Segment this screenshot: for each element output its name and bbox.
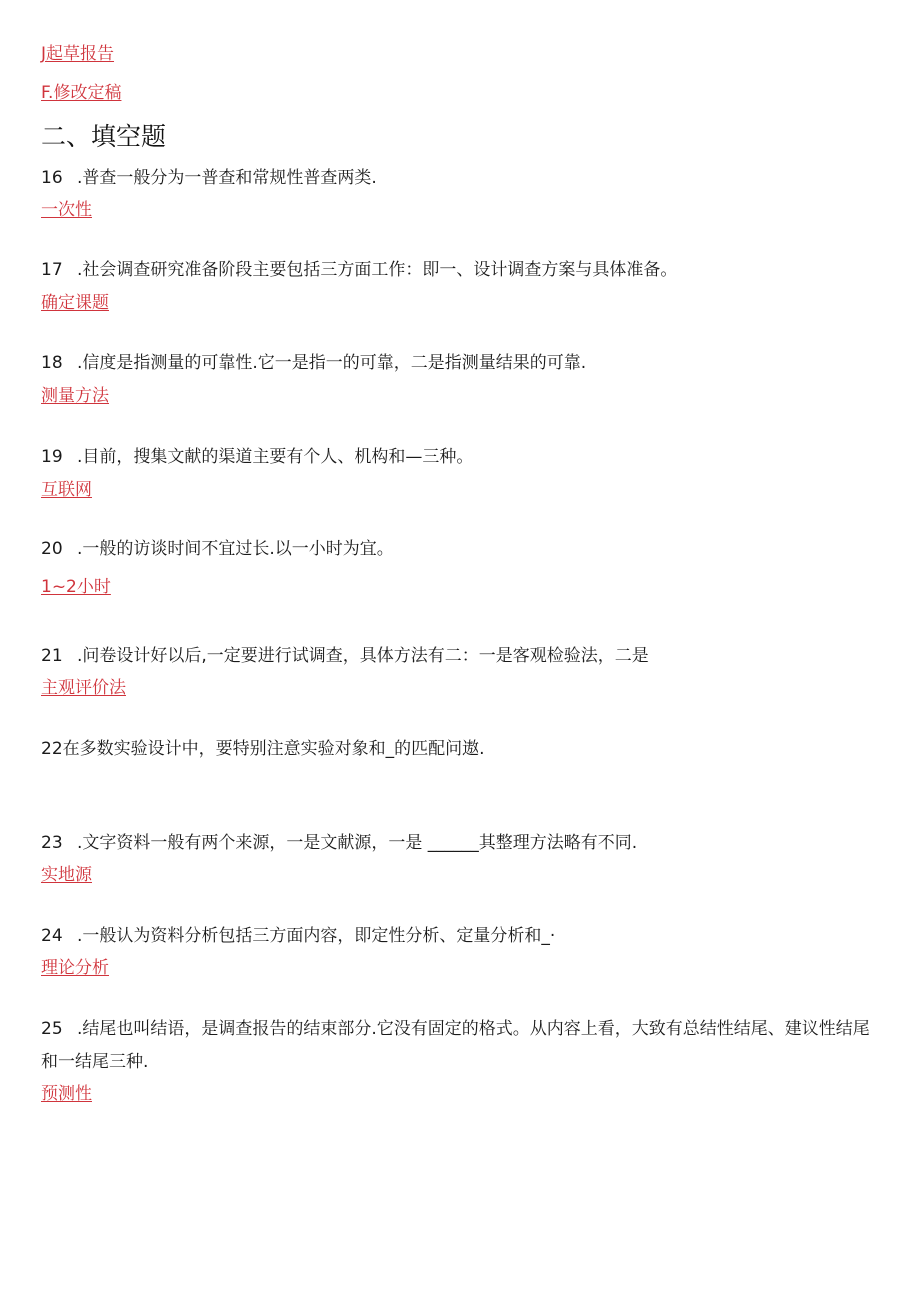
question-number: 20 bbox=[41, 539, 63, 559]
question-20 bbox=[41, 538, 394, 560]
question-number: 17 bbox=[41, 260, 63, 280]
question-number: 24 bbox=[41, 926, 63, 946]
question-text: 22在多数实验设计中，要特别注意实验对象和_的匹配问遨. bbox=[41, 739, 485, 759]
question-number: 19 bbox=[41, 447, 63, 467]
question-16 bbox=[41, 167, 377, 189]
question-text: .社会调查研究准备阶段主要包括三方面工作：即一、设计调查方案与具体准备。 bbox=[77, 260, 678, 280]
answer-24: 理论分析 bbox=[41, 958, 109, 978]
question-25 bbox=[41, 1018, 870, 1040]
question-number: 16 bbox=[41, 168, 63, 188]
question-text: .问卷设计好以后,一定要进行试调查，具体方法有二：一是客观检验法，二是 bbox=[77, 646, 649, 666]
question-text: .文字资料一般有两个来源，一是文献源，一是 ______其整理方法略有不同. bbox=[77, 833, 638, 853]
answer-20: 1~2小时 bbox=[41, 577, 111, 597]
question-text: .一般的访谈时间不宜过长.以一小时为宜。 bbox=[77, 539, 394, 559]
answer-25: 预测性 bbox=[41, 1084, 92, 1104]
question-text: .信度是指测量的可靠性.它一是指一的可靠，二是指测量结果的可靠. bbox=[77, 353, 587, 373]
question-text: .结尾也叫结语，是调查报告的结束部分.它没有固定的格式。从内容上看，大致有总结性结尾、建议性结尾 bbox=[77, 1019, 870, 1039]
question-25-continued: 和一结尾三种. bbox=[41, 1052, 149, 1072]
question-22 bbox=[41, 738, 485, 760]
question-19 bbox=[41, 446, 473, 468]
question-number: 23 bbox=[41, 833, 63, 853]
answer-17: 确定课题 bbox=[41, 293, 109, 313]
question-text: .普查一般分为一普查和常规性普查两类. bbox=[77, 168, 377, 188]
question-text: .目前，搜集文献的渠道主要有个人、机构和—三种。 bbox=[77, 447, 474, 467]
question-text: .一般认为资料分析包括三方面内容，即定性分析、定量分析和_· bbox=[77, 926, 556, 946]
answer-16: 一次性 bbox=[41, 200, 92, 220]
question-number: 18 bbox=[41, 353, 63, 373]
answer-21: 主观评价法 bbox=[41, 678, 126, 698]
question-24 bbox=[41, 925, 555, 947]
answer-23: 实地源 bbox=[41, 865, 92, 885]
prev-option-f: F.修改定稿 bbox=[41, 83, 122, 103]
question-17 bbox=[41, 259, 677, 281]
question-18 bbox=[41, 352, 586, 374]
question-23 bbox=[41, 832, 637, 854]
answer-19: 互联网 bbox=[41, 480, 92, 500]
question-number: 25 bbox=[41, 1019, 63, 1039]
question-number: 21 bbox=[41, 646, 63, 666]
question-21 bbox=[41, 645, 649, 667]
prev-option-j: J起草报告 bbox=[41, 44, 115, 64]
answer-18: 测量方法 bbox=[41, 386, 109, 406]
section-title: 二、填空题 bbox=[41, 122, 167, 151]
